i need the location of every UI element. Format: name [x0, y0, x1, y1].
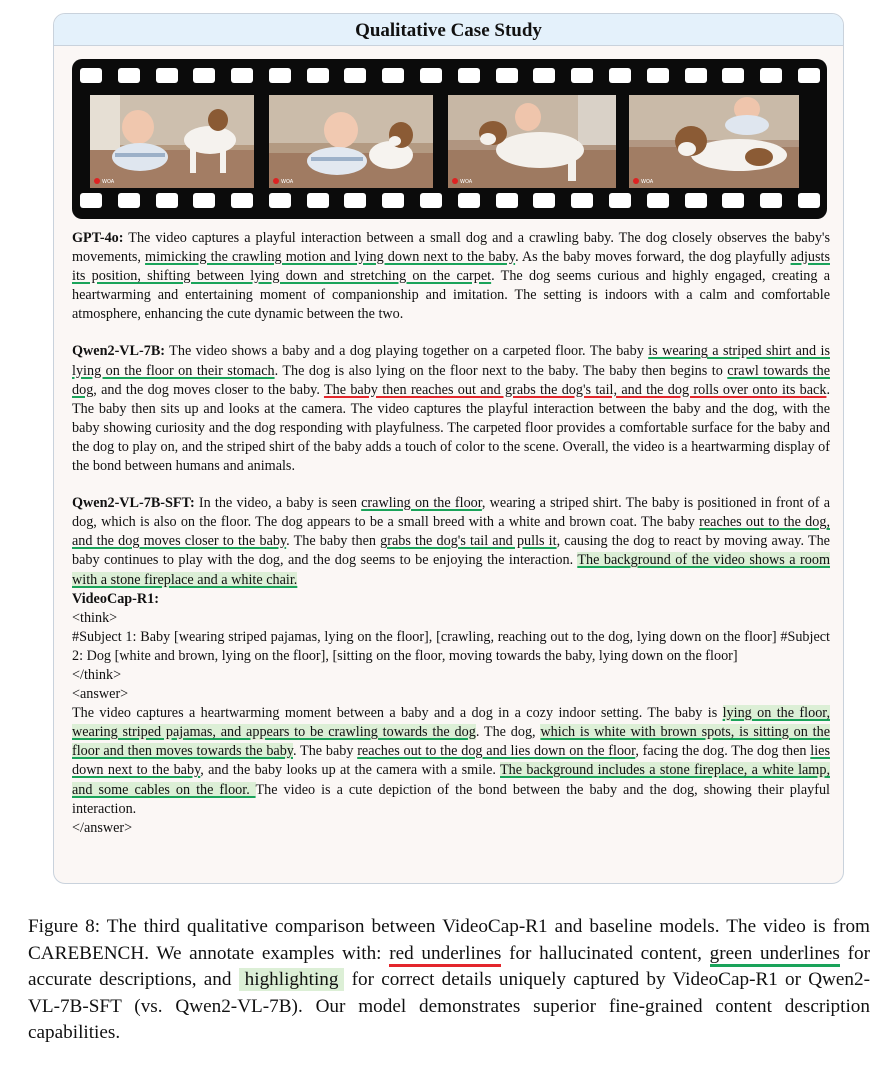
- model-outputs: [72, 229, 830, 838]
- think-close-tag: </think>: [72, 666, 122, 683]
- figure-caption: Figure 8: The third qualitative comparison between VideoCap-R1 and baseline models. The video is from CAREBENCH. We annotate examples with: red underlines for hallucinated content, green underlines for accurate descriptions, and highlighting for correct details uniquely captured by VideoCap-R1 or Qwen2-VL-7B-SFT (vs. Qwen2-VL-7B). Our model demonstrates superior fine-grained content description capabilities.: [28, 916, 871, 1043]
- accurate-span: reaches out to the dog and lies down on the floor: [357, 743, 636, 760]
- r1-label: VideoCap-R1:: [72, 590, 159, 607]
- accurate-span: is wearing a striped shirt and is lying on the floor on their stomach: [72, 343, 830, 379]
- frame-3-watermark: WOA: [460, 179, 473, 185]
- frame-2-image: [269, 95, 433, 188]
- unique-detail-span: which is white with brown spots, is sitting on the floor and then moves towards the baby: [72, 724, 830, 760]
- unique-detail-span: The background includes a stone fireplace, a white lamp, and some cables on the floor.: [72, 762, 830, 798]
- accurate-span: reaches out to the dog, and the dog moves closer to the baby: [72, 514, 830, 550]
- film-strip: [72, 59, 827, 219]
- accurate-span: grabs the dog's tail and pulls it: [380, 533, 557, 550]
- frame-1-image: [90, 95, 254, 188]
- video-frame-2: [269, 95, 433, 188]
- caption-green-underline-sample: green underlines: [710, 943, 840, 967]
- hallucinated-span: The baby then reaches out and grabs the dog's tail, and the dog rolls over onto its back: [323, 381, 827, 398]
- answer-close-tag: </answer>: [72, 819, 133, 836]
- sft-output: Qwen2-VL-7B-SFT: In the video, a baby is seen crawling on the floor, wearing a striped shirt. The baby is positioned in front of a dog, which is also on the floor. The dog appears to be a small breed with a white and brown coat. The baby reaches out to the dog, and the dog moves closer to the baby. The baby then grabs the dog's tail and pulls it, causing the dog to react by moving away. The baby continues to play with the dog, and the dog seems to be enjoying the interaction. The background of the video shows a room with a stone fireplace and a white chair.: [72, 495, 831, 588]
- frame-4-image: [629, 95, 799, 188]
- accurate-span: crawl towards the dog: [72, 362, 830, 398]
- qwen-label: Qwen2-VL-7B:: [72, 343, 166, 360]
- caption-highlight-sample: highlighting: [239, 968, 345, 991]
- video-frame-4: [629, 95, 799, 188]
- frame-2-watermark: WOA: [281, 179, 294, 185]
- accurate-span: lies down next to the baby: [72, 743, 830, 779]
- think-content: #Subject 1: Baby [wearing striped pajamas, lying on the floor], [crawling, reaching out to the dog, lying down on the floor] #Subject 2: Dog [white and brown, lying on the floor], [sitting on the floor, moving towards the baby, lying down on the floor]: [72, 628, 830, 664]
- caption-red-underline-sample: red underlines: [389, 943, 501, 967]
- film-holes-bottom: [80, 193, 820, 210]
- frame-1-watermark: WOA: [102, 179, 115, 185]
- sft-label: Qwen2-VL-7B-SFT:: [72, 495, 195, 512]
- frame-3-image: [448, 95, 616, 188]
- video-frame-1: [90, 95, 254, 188]
- accurate-span: mimicking the crawling motion and lying down next to the baby: [145, 249, 516, 266]
- gpt4o-output: GPT-4o: The video captures a playful interaction between a small dog and a crawling baby. The dog closely observes the baby's movements, mimicking the crawling motion and lying down next to the baby. As the baby moves forward, the dog playfully adjusts its position, shifting between lying down and stretching on the carpet. The dog seems curious and highly engaged, creating a heartwarming and entertaining moment of companionship and imitation. The setting is indoors with a calm and comfortable atmosphere, enhancing the cute dynamic between the two.: [72, 230, 831, 323]
- film-holes-top: [80, 68, 820, 85]
- gpt4o-label: GPT-4o:: [72, 230, 124, 246]
- accurate-span: crawling on the floor: [361, 495, 482, 512]
- case-study-title: Qualitative Case Study: [54, 14, 843, 46]
- video-frame-3: [448, 95, 616, 188]
- qwen-output: Qwen2-VL-7B: The video shows a baby and a dog playing together on a carpeted floor. The baby is wearing a striped shirt and is lying on the floor on their stomach. The dog is also lying on the floor next to the baby. The baby then begins to crawl towards the dog, and the dog moves closer to the baby. The baby then reaches out and grabs the dog's tail, and the dog rolls over onto its back. The baby then sits up and looks at the camera. The video captures the playful interaction between the baby and the dog, with the baby showing curiosity and the dog responding with playfulness. The carpeted floor provides a comfortable surface for the baby and the dog to play on, and the striped shirt of the baby adds a touch of color to the scene. Overall, the video is a heartwarming display of the bond between humans and animals.: [72, 343, 830, 475]
- accurate-span: adjusts its position, shifting between lying down and stretching on the carpet: [72, 249, 830, 285]
- answer-content: The video captures a heartwarming moment between a baby and a dog in a cozy indoor setting. The baby is lying on the floor, wearing striped pajamas, and appears to be crawling towards the dog. The dog, which is white with brown spots, is sitting on the floor and then moves towards the baby. The baby reaches out to the dog and lies down on the floor, facing the dog. The dog then lies down next to the baby, and the baby looks up at the camera with a smile. The background includes a stone fireplace, a white lamp, and some cables on the floor. The video is a cute depiction of the bond between the baby and the dog, showing their playful interaction.: [72, 705, 830, 817]
- frame-4-watermark: WOA: [641, 179, 654, 185]
- think-open-tag: <think>: [72, 609, 118, 626]
- unique-detail-span: The background of the video shows a room with a stone fireplace and a white chair.: [72, 552, 830, 588]
- unique-detail-span: lying on the floor, wearing striped pajamas, and appears to be crawling towards the dog: [72, 705, 830, 741]
- answer-open-tag: <answer>: [72, 686, 129, 703]
